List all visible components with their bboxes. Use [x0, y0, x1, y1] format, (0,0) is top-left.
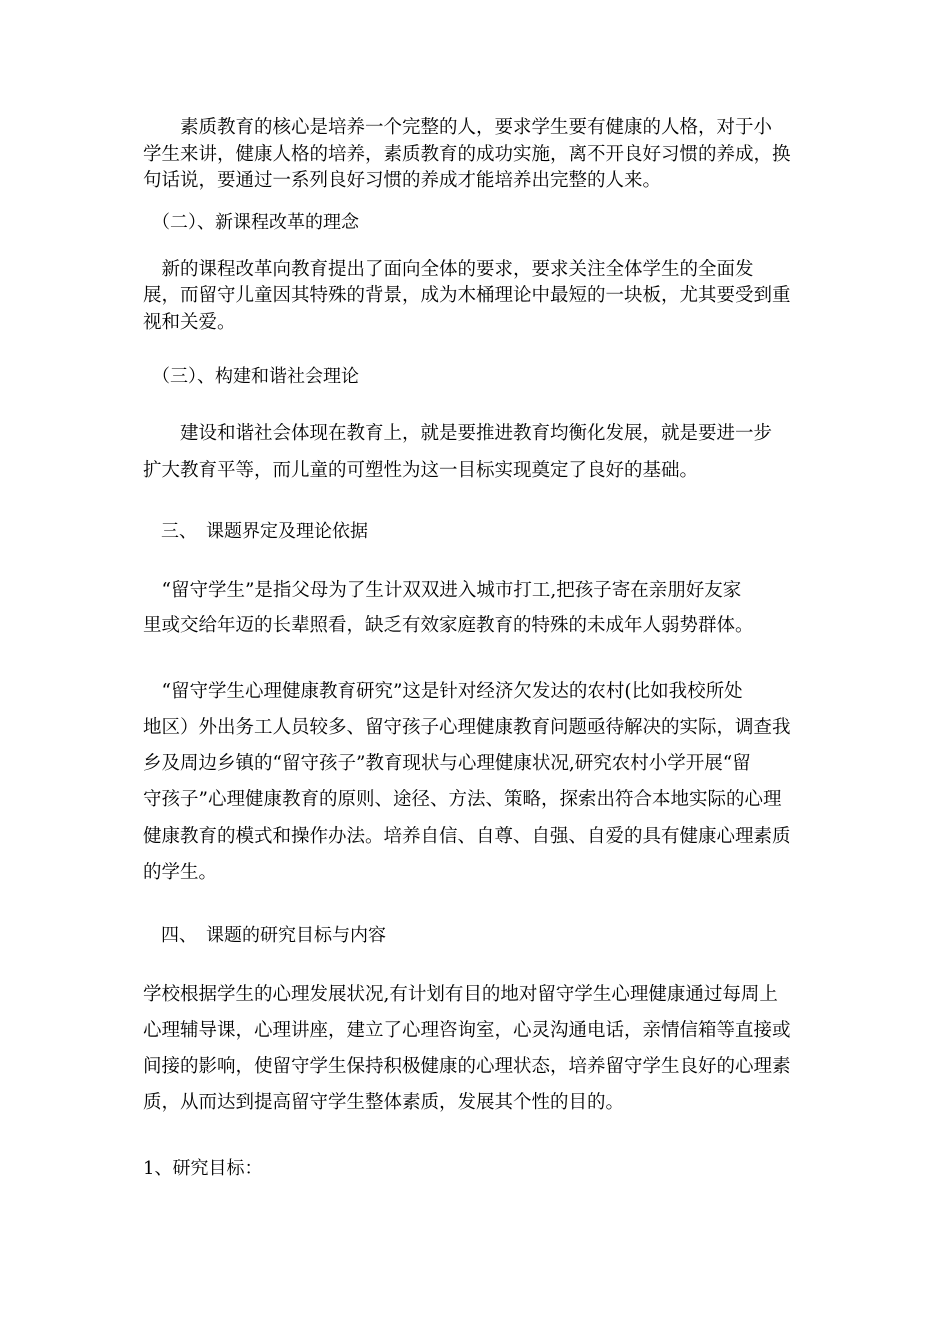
paragraph-5-line-3: 乡及周边乡镇的“留守孩子”教育现状与心理健康状况,研究农村小学开展“留: [143, 753, 751, 774]
paragraph-3-line-2: 扩大教育平等，而儿童的可塑性为这一目标实现奠定了良好的基础。: [143, 460, 699, 481]
section-4-title: 四、 课题的研究目标与内容: [143, 925, 386, 946]
paragraph-5-line-5: 健康教育的模式和操作办法。培养自信、自尊、自强、自爱的具有健康心理素质: [143, 826, 791, 847]
paragraph-4-line-1: “留守学生”是指父母为了生计双双进入城市打工,把孩子寄在亲朋好友家: [143, 580, 742, 601]
paragraph-6-line-3: 间接的影响，使留守学生保持积极健康的心理状态，培养留守学生良好的心理素: [143, 1056, 791, 1077]
paragraph-6-line-2: 心理辅导课，心理讲座，建立了心理咨询室，心灵沟通电话，亲情信箱等直接或: [143, 1020, 791, 1041]
paragraph-5-line-2: 地区）外出务工人员较多、留守孩子心理健康教育问题亟待解决的实际，调查我: [143, 717, 791, 738]
paragraph-5-line-4: 守孩子”心理健康教育的原则、途径、方法、策略，探索出符合本地实际的心理: [143, 789, 782, 810]
paragraph-3-line-1: 建设和谐社会体现在教育上，就是要推进教育均衡化发展，就是要进一步: [143, 423, 773, 444]
item-1-research-goals: 1、研究目标：: [143, 1158, 263, 1179]
paragraph-2-line-2: 展，而留守儿童因其特殊的背景，成为木桶理论中最短的一块板，尤其要受到重: [143, 285, 791, 306]
heading-harmonious-society-theory: （三）、构建和谐社会理论: [143, 366, 359, 387]
paragraph-5-line-6: 的学生。: [143, 862, 218, 883]
paragraph-6-line-1: 学校根据学生的心理发展状况,有计划有目的地对留守学生心理健康通过每周上: [143, 984, 778, 1005]
paragraph-2-line-3: 视和关爱。: [143, 312, 236, 333]
heading-new-curriculum-reform: （二）、新课程改革的理念: [143, 212, 359, 233]
paragraph-6-line-4: 质，从而达到提高留守学生整体素质，发展其个性的目的。: [143, 1092, 625, 1113]
section-3-title: 三、 课题界定及理论依据: [143, 521, 368, 542]
paragraph-1-line-1: 素质教育的核心是培养一个完整的人，要求学生要有健康的人格，对于小: [143, 117, 773, 138]
paragraph-1-line-2: 学生来讲，健康人格的培养，素质教育的成功实施，离不开良好习惯的养成，换: [143, 144, 791, 165]
paragraph-4-line-2: 里或交给年迈的长辈照看，缺乏有效家庭教育的特殊的未成年人弱势群体。: [143, 615, 754, 636]
paragraph-2-line-1: 新的课程改革向教育提出了面向全体的要求，要求关注全体学生的全面发: [143, 259, 754, 280]
paragraph-5-line-1: “留守学生心理健康教育研究”这是针对经济欠发达的农村(比如我校所处: [143, 681, 743, 702]
paragraph-1-line-3: 句话说，要通过一系列良好习惯的养成才能培养出完整的人来。: [143, 170, 662, 191]
